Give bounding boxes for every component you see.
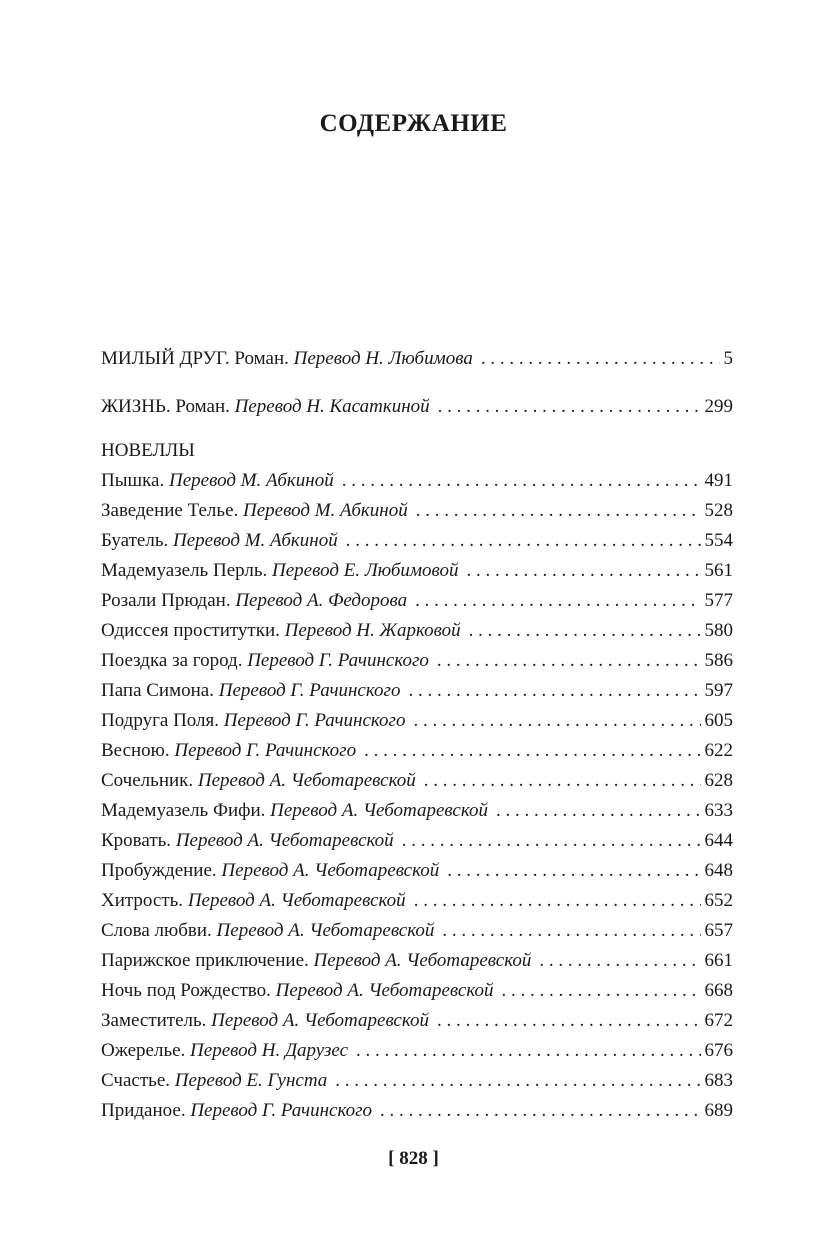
toc-entry xyxy=(101,1066,733,1096)
entry-translator: Перевод Г. Рачинского xyxy=(218,680,401,701)
dot-leader xyxy=(408,676,700,706)
entry-translator: Перевод Г. Рачинского xyxy=(190,1100,373,1121)
dot-leader xyxy=(469,616,701,646)
dot-leader xyxy=(467,556,701,586)
toc-entry xyxy=(101,556,733,586)
entry-translator: Перевод А. Чеботаревской xyxy=(270,800,489,821)
toc-entry xyxy=(101,736,733,766)
dot-leader xyxy=(442,916,700,946)
toc-entry xyxy=(101,676,733,706)
entry-title: Ожерелье. xyxy=(101,1040,186,1061)
entry-translator: Перевод А. Чеботаревской xyxy=(197,770,416,791)
entry-page-number: 299 xyxy=(704,396,733,417)
entry-title: Подруга Поля. xyxy=(101,710,220,731)
toc-entry xyxy=(101,976,733,1006)
entry-title: Поездка за город. xyxy=(101,650,243,671)
toc-entry xyxy=(101,796,733,826)
entry-translator: Перевод А. Чеботаревской xyxy=(211,1010,430,1031)
toc-entry xyxy=(101,886,733,916)
entry-title: Парижское приключение. xyxy=(101,950,309,971)
entry-page-number: 672 xyxy=(704,1010,733,1031)
spacer xyxy=(101,374,733,392)
entry-page-number: 577 xyxy=(704,590,733,611)
entry-translator: Перевод А. Чеботаревской xyxy=(216,920,435,941)
novella-list xyxy=(101,466,733,1126)
entry-title: Мадемуазель Перль. xyxy=(101,560,268,581)
dot-leader xyxy=(414,886,701,916)
entry-page-number: 628 xyxy=(704,770,733,791)
entry-translator: Перевод А. Чеботаревской xyxy=(175,830,394,851)
entry-page-number: 633 xyxy=(704,800,733,821)
entry-title: Заместитель. xyxy=(101,1010,207,1031)
entry-title: Мадемуазель Фифи. xyxy=(101,800,266,821)
entry-page-number: 661 xyxy=(704,950,733,971)
dot-leader xyxy=(380,1096,700,1126)
entry-page-number: 580 xyxy=(704,620,733,641)
entry-title: Приданое. xyxy=(101,1100,186,1121)
entry-translator: Перевод А. Чеботаревской xyxy=(275,980,494,1001)
page-number: [ 828 ] xyxy=(388,1148,439,1169)
entry-title: МИЛЫЙ ДРУГ. Роман. xyxy=(101,348,289,369)
entry-title: Пробуждение. xyxy=(101,860,217,881)
entry-page-number: 605 xyxy=(704,710,733,731)
entry-page-number: 652 xyxy=(704,890,733,911)
entry-translator: Перевод Г. Рачинского xyxy=(247,650,429,671)
entry-translator: Перевод Н. Любимова xyxy=(293,348,473,369)
entry-page-number: 676 xyxy=(704,1040,733,1061)
entry-title: Ночь под Рождество. xyxy=(101,980,271,1001)
entry-title: Счастье. xyxy=(101,1070,170,1091)
entry-title: Кровать. xyxy=(101,830,172,851)
dot-leader xyxy=(356,1036,700,1066)
toc-entry xyxy=(101,1006,733,1036)
toc-entry xyxy=(101,646,733,676)
entry-title: Весною. xyxy=(101,740,170,761)
dot-leader xyxy=(437,1006,700,1036)
dot-leader xyxy=(496,796,700,826)
entry-translator: Перевод Н. Жарковой xyxy=(284,620,461,641)
entry-title: Заведение Телье. xyxy=(101,500,239,521)
entry-title: Розали Прюдан. xyxy=(101,590,231,611)
table-of-contents xyxy=(101,344,733,1126)
toc-entry xyxy=(101,766,733,796)
dot-leader xyxy=(539,946,700,976)
toc-entry-main-work xyxy=(101,344,733,374)
toc-entry xyxy=(101,1096,733,1126)
toc-entry xyxy=(101,826,733,856)
entry-page-number: 491 xyxy=(704,470,733,491)
entry-title: ЖИЗНЬ. Роман. xyxy=(101,396,230,417)
toc-entry xyxy=(101,856,733,886)
toc-entry xyxy=(101,586,733,616)
entry-page-number: 586 xyxy=(704,650,733,671)
toc-entry xyxy=(101,916,733,946)
entry-translator: Перевод Г. Рачинского xyxy=(223,710,406,731)
dot-leader xyxy=(416,496,701,526)
dot-leader xyxy=(342,466,701,496)
page-title: СОДЕРЖАНИЕ xyxy=(319,110,508,137)
entry-translator: Перевод А. Чеботаревской xyxy=(313,950,532,971)
dot-leader xyxy=(424,766,701,796)
dot-leader xyxy=(402,826,701,856)
entry-page-number: 648 xyxy=(704,860,733,881)
entry-title: Одиссея проститутки. xyxy=(101,620,280,641)
toc-entry xyxy=(101,616,733,646)
dot-leader xyxy=(413,706,700,736)
toc-entry xyxy=(101,946,733,976)
dot-leader xyxy=(364,736,700,766)
dot-leader xyxy=(447,856,700,886)
dot-leader xyxy=(481,344,720,374)
entry-translator: Перевод М. Абкиной xyxy=(243,500,408,521)
entry-title: Папа Симона. xyxy=(101,680,214,701)
entry-translator: Перевод А. Чеботаревской xyxy=(187,890,406,911)
entry-title: Хитрость. xyxy=(101,890,184,911)
entry-page-number: 657 xyxy=(704,920,733,941)
dot-leader xyxy=(502,976,701,1006)
entry-title: Буатель. xyxy=(101,530,169,551)
entry-title: Сочельник. xyxy=(101,770,194,791)
entry-page-number: 554 xyxy=(704,530,733,551)
toc-entry xyxy=(101,496,733,526)
entry-translator: Перевод А. Федорова xyxy=(235,590,408,611)
entry-page-number: 689 xyxy=(704,1100,733,1121)
entry-title: Слова любви. xyxy=(101,920,212,941)
entry-page-number: 528 xyxy=(704,500,733,521)
dot-leader xyxy=(415,586,700,616)
entry-translator: Перевод Н. Касаткиной xyxy=(234,396,430,417)
entry-translator: Перевод А. Чеботаревской xyxy=(221,860,440,881)
toc-entry-main-work xyxy=(101,392,733,422)
dot-leader xyxy=(438,392,701,422)
entry-page-number: 5 xyxy=(723,348,733,369)
entry-translator: Перевод Г. Рачинского xyxy=(174,740,357,761)
entry-translator: Перевод М. Абкиной xyxy=(173,530,338,551)
entry-translator: Перевод Е. Гунста xyxy=(174,1070,328,1091)
entry-title: Пышка. xyxy=(101,470,165,491)
toc-entry xyxy=(101,706,733,736)
toc-entry xyxy=(101,1036,733,1066)
entry-page-number: 561 xyxy=(704,560,733,581)
spacer xyxy=(101,422,733,436)
toc-entry xyxy=(101,526,733,556)
dot-leader xyxy=(335,1066,700,1096)
entry-page-number: 683 xyxy=(704,1070,733,1091)
entry-translator: Перевод Н. Дарузес xyxy=(190,1040,349,1061)
dot-leader xyxy=(437,646,701,676)
section-heading: НОВЕЛЛЫ xyxy=(101,440,195,461)
entry-page-number: 597 xyxy=(704,680,733,701)
entry-translator: Перевод Е. Любимовой xyxy=(272,560,459,581)
toc-entry xyxy=(101,466,733,496)
entry-translator: Перевод М. Абкиной xyxy=(169,470,334,491)
entry-page-number: 668 xyxy=(704,980,733,1001)
entry-page-number: 622 xyxy=(704,740,733,761)
entry-page-number: 644 xyxy=(704,830,733,851)
dot-leader xyxy=(346,526,701,556)
